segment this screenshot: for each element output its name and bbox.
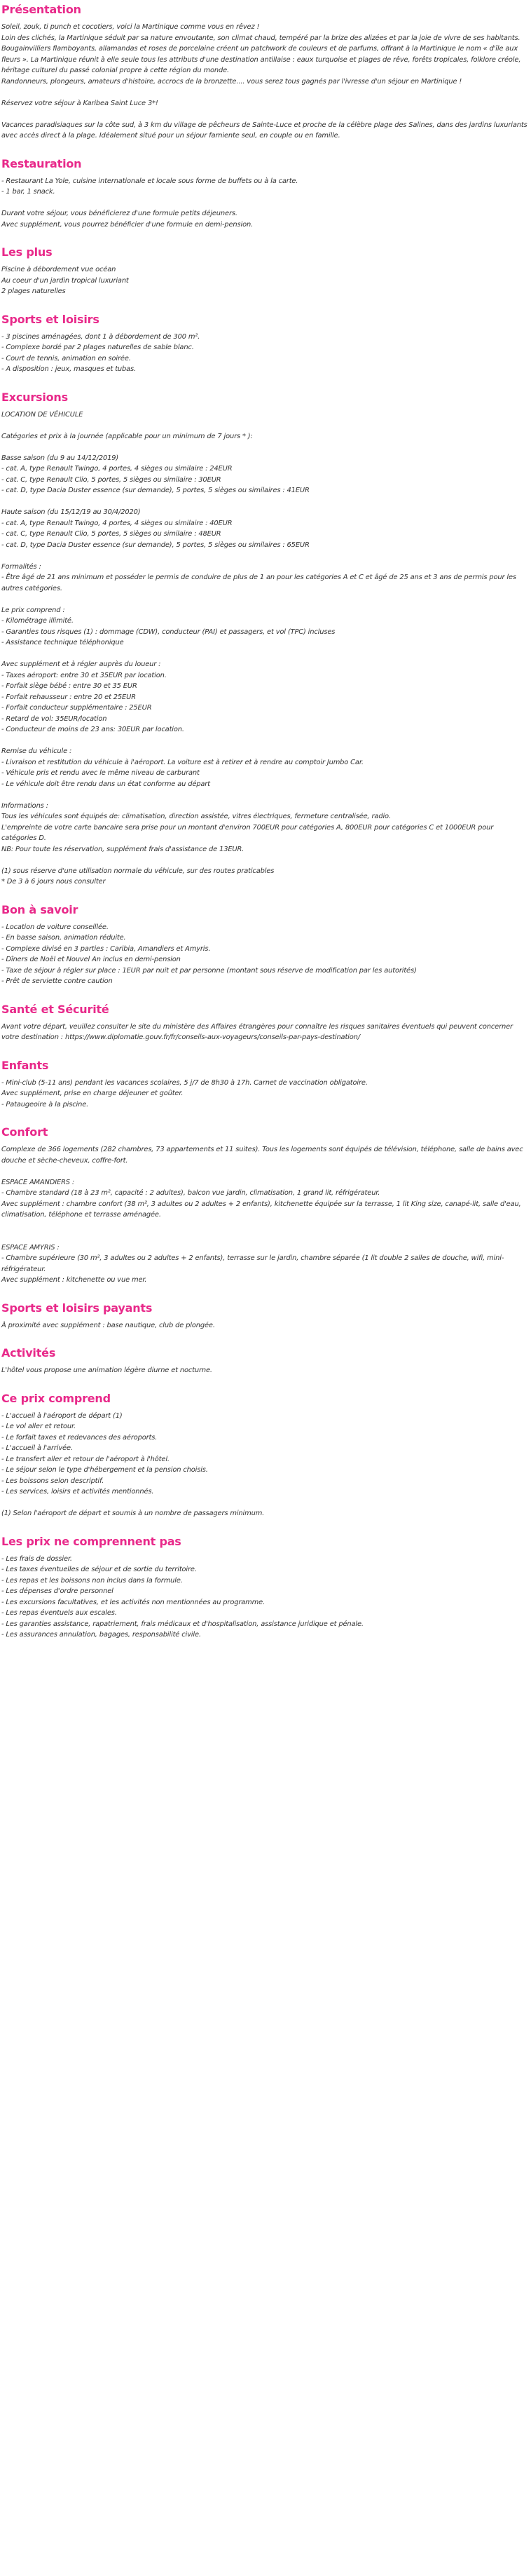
text-line: (1) Selon l'aéroport de départ et soumis à un nombre de passagers minimum.	[1, 1510, 265, 1517]
text-line: L'empreinte de votre carte bancaire sera prise pour un montant d'environ 700EUR pour catégories A, 800EUR pour catégories C et 1000EUR pour catégories D.	[1, 823, 496, 842]
text-line	[1, 420, 530, 431]
section-confort	[1, 1125, 530, 1286]
text-line: - Taxes aéroport: entre 30 et 35EUR par location.	[1, 671, 167, 679]
text-line: - Taxe de séjour à régler sur place : 1EUR par nuit et par personne (montant sous réserve de modification par les autorités)	[1, 966, 417, 975]
text-line	[1, 1231, 530, 1242]
section-excursions	[1, 391, 530, 888]
text-line	[1, 442, 530, 453]
text-line: - Location de voiture conseillée.	[1, 923, 109, 931]
text-line	[1, 1166, 530, 1177]
text-line	[1, 496, 530, 508]
text-line: - cat. C, type Renault Clio, 5 portes, 5 sièges ou similaire : 48EUR	[1, 530, 221, 538]
text-line: Avec supplément : kitchenette ou vue mer.	[1, 1276, 147, 1284]
text-line: Avant votre départ, veuillez consulter le site du ministère des Affaires étrangères pour connaître les risques sanitaires éventuels qui peuvent concerner votre destination : https://www.diplomatie.gouv.fr/fr/conseils-aux-voyageurs/conseils-par-pays-destination/	[1, 1022, 515, 1041]
text-line: - Assistance technique téléphonique	[1, 639, 124, 646]
section-title: Ce prix comprend	[1, 1391, 111, 1405]
text-line: - Restaurant La Yole, cuisine internationale et locale sous forme de buffets ou à la carte.	[1, 177, 298, 185]
section-sports-loisirs-payants	[1, 1301, 530, 1331]
text-line: - En basse saison, animation réduite.	[1, 934, 126, 942]
text-line: - Conducteur de moins de 23 ans: 30EUR par location.	[1, 726, 184, 733]
text-line: (1) sous réserve d'une utilisation normale du véhicule, sur des routes praticables	[1, 867, 275, 875]
text-line: Tous les véhicules sont équipés de: climatisation, direction assistée, vitres électriques, fermeture centralisée, radio.	[1, 813, 391, 820]
section-prix-ne-comprennent-pas	[1, 1535, 530, 1641]
section-body	[1, 1078, 530, 1111]
text-line	[1, 550, 530, 562]
text-line: - Complexe divisé en 3 parties : Caribia, Amandiers et Amyris.	[1, 944, 211, 953]
text-line: - cat. A, type Renault Twingo, 4 portes, 4 sièges ou similaire : 40EUR	[1, 519, 233, 527]
text-line: Basse saison (du 9 au 14/12/2019)	[1, 454, 119, 462]
section-title: Les plus	[1, 245, 53, 259]
section-body	[1, 176, 530, 231]
text-line: - Forfait conducteur supplémentaire : 25EUR	[1, 704, 152, 712]
text-line: - Véhicule pris et rendu avec le même niveau de carburant	[1, 769, 200, 777]
section-title: Activités	[1, 1346, 56, 1360]
section-les-plus	[1, 245, 530, 297]
text-line: NB: Pour toute les réservation, supplément frais d'assistance de 13EUR.	[1, 845, 244, 853]
text-line: Avec supplément et à régler auprès du loueur :	[1, 660, 161, 668]
text-line: ESPACE AMYRIS :	[1, 1243, 60, 1252]
section-body	[1, 1320, 530, 1331]
section-body	[1, 264, 530, 297]
text-line: - Forfait rehausseur : entre 20 et 25EUR	[1, 693, 136, 701]
section-body	[1, 1022, 530, 1043]
section-bon-a-savoir	[1, 903, 530, 987]
section-body	[1, 409, 530, 888]
text-line: Haute saison (du 15/12/19 au 30/4/2020)	[1, 508, 141, 516]
text-line: Le prix comprend :	[1, 606, 65, 614]
text-line	[1, 855, 530, 866]
text-line: - Chambre supérieure (30 m², 3 adultes ou 2 adultes + 2 enfants), terrasse sur le jardin, chambre séparée (1 lit double 2 salles de douche, wifi, mini-réfrigérateur.	[1, 1254, 504, 1273]
text-line: * De 3 à 6 jours nous consulter	[1, 878, 106, 886]
text-line: Avec supplément, vous pourrez bénéficier d'une formule en demi-pension.	[1, 220, 254, 229]
text-line: - Les repas éventuels aux escales.	[1, 1609, 117, 1617]
text-line: - Les taxes éventuelles de séjour et de sortie du territoire.	[1, 1566, 197, 1573]
text-line: - Les frais de dossier.	[1, 1554, 72, 1563]
text-line: Informations :	[1, 801, 48, 810]
text-line	[1, 109, 530, 120]
text-line: - Les garanties assistance, rapatriement, frais médicaux et d'hospitalisation, assistance juridique et pénale.	[1, 1620, 364, 1628]
text-line: LOCATION DE VÉHICULE	[1, 410, 83, 419]
text-line	[1, 87, 530, 98]
text-line: - Kilométrage illimité.	[1, 617, 74, 625]
section-body	[1, 1365, 530, 1376]
text-line	[1, 735, 530, 747]
section-title: Confort	[1, 1125, 48, 1139]
section-body	[1, 1554, 530, 1641]
text-line: Formalités :	[1, 562, 41, 571]
text-line: - Les dépenses d'ordre personnel	[1, 1587, 113, 1595]
section-title: Sports et loisirs	[1, 312, 99, 326]
text-line: - cat. D, type Dacia Duster essence (sur demande), 5 portes, 5 sièges ou similaires : 65EUR	[1, 541, 310, 549]
section-title: Enfants	[1, 1058, 49, 1072]
text-line: Avec supplément : chambre confort (38 m², 3 adultes ou 2 adultes + 2 enfants), kitchenette équipée sur la terrasse, 1 lit King size, canapé-lit, salle d'eau, climatisation, téléphone et terrasse aménagée.	[1, 1200, 523, 1219]
section-body	[1, 332, 530, 375]
text-line: - Le vol aller et retour.	[1, 1423, 76, 1430]
text-line	[1, 198, 530, 209]
text-line: - Le véhicule doit être rendu dans un état conforme au départ	[1, 780, 210, 788]
text-line: - Les assurances annulation, bagages, responsabilité civile.	[1, 1631, 201, 1639]
text-line: L'hôtel vous propose une animation légère diurne et nocturne.	[1, 1367, 212, 1374]
text-line: Piscine à débordement vue océan	[1, 266, 116, 273]
text-line: - Les excursions facultatives, et les activités non mentionnées au programme.	[1, 1598, 266, 1606]
text-line: - Dîners de Noël et Nouvel An inclus en demi-pension	[1, 956, 181, 963]
text-line: - cat. C, type Renault Clio, 5 portes, 5 sièges ou similaire : 30EUR	[1, 475, 221, 484]
text-line: - L'accueil à l'arrivée.	[1, 1444, 73, 1452]
section-title: Les prix ne comprennent pas	[1, 1534, 181, 1548]
section-title: Excursions	[1, 390, 68, 404]
section-enfants	[1, 1059, 530, 1111]
section-activites	[1, 1346, 530, 1376]
section-sante-securite	[1, 1003, 530, 1043]
text-line: Soleil, zouk, ti punch et cocotiers, voici la Martinique comme vous en rêvez !	[1, 23, 260, 31]
text-line: Au coeur d'un jardin tropical luxuriant	[1, 276, 129, 285]
text-line: - 3 piscines aménagées, dont 1 à débordement de 300 m².	[1, 332, 200, 341]
section-body	[1, 922, 530, 987]
text-line: - Le transfert aller et retour de l'aéroport à l'hôtel.	[1, 1455, 170, 1463]
text-line: - L'accueil à l'aéroport de départ (1)	[1, 1411, 123, 1420]
text-line: - Chambre standard (18 à 23 m², capacité : 2 adultes), balcon vue jardin, climatisation, 1 grand lit, réfrigérateur.	[1, 1189, 380, 1197]
text-line: - Court de tennis, animation en soirée.	[1, 354, 131, 362]
text-line: - A disposition : jeux, masques et tubas.	[1, 365, 137, 373]
text-line: - Livraison et restitution du véhicule à l'aéroport. La voiture est à retirer et à rendre au comptoir Jumbo Car.	[1, 758, 364, 766]
text-line: - Les boissons selon descriptif.	[1, 1477, 104, 1485]
text-line: Catégories et prix à la journée (applicable pour un minimum de 7 jours * ):	[1, 432, 253, 440]
text-line: Avec supplément, prise en charge déjeuner et goûter.	[1, 1090, 184, 1097]
text-line: - cat. A, type Renault Twingo, 4 portes, 4 sièges ou similaire : 24EUR	[1, 465, 233, 473]
text-line: - Prêt de serviette contre caution	[1, 977, 113, 985]
text-line: - Garanties tous risques (1) : dommage (CDW), conducteur (PAI) et passagers, et vol (TPC) incluses	[1, 628, 336, 636]
text-line: Remise du véhicule :	[1, 747, 72, 755]
text-line: - Les repas et les boissons non inclus dans la formule.	[1, 1576, 183, 1585]
text-line	[1, 1498, 530, 1509]
section-prix-comprend	[1, 1392, 530, 1519]
text-line: Réservez votre séjour à Karibea Saint Luce 3*!	[1, 99, 158, 107]
text-line: Durant votre séjour, vous bénéficierez d'une formule petits déjeuners.	[1, 210, 237, 217]
section-title: Restauration	[1, 156, 82, 170]
section-restauration	[1, 157, 530, 231]
section-presentation	[1, 3, 530, 142]
text-line: Loin des clichés, la Martinique séduit par sa nature envoutante, son climat chaud, tempéré par la brize des alizées et par la joie de vivre de ses habitants. Bougainvilliers flamboyants, allamandas et roses de porcelaine créent un patchwork de couleurs et de parfums, offrant à la Martinique le nom « d'île aux fleurs ». La Martinique réunit à elle seule tous les attributs d'une destination antillaise : eaux turquoise et plages de rêve, forêts tropicales, folklore créole, héritage culturel du passé colonial propre à cette région du monde.	[1, 34, 523, 74]
text-line: - 1 bar, 1 snack.	[1, 188, 55, 196]
text-line: Randonneurs, plongeurs, amateurs d'histoire, accrocs de la bronzette.... vous serez tous gagnés par l'ivresse d'un séjour en Martinique !	[1, 77, 462, 86]
text-line: À proximité avec supplément : base nautique, club de plongée.	[1, 1321, 215, 1329]
text-line: - Mini-club (5-11 ans) pendant les vacances scolaires, 5 j/7 de 8h30 à 17h. Carnet de vaccination obligatoire.	[1, 1078, 368, 1087]
section-title: Bon à savoir	[1, 902, 78, 916]
text-line: - Forfait siège bébé : entre 30 et 35 EUR	[1, 682, 137, 690]
text-line: - Retard de vol: 35EUR/location	[1, 714, 107, 723]
section-body	[1, 22, 530, 142]
text-line	[1, 789, 530, 801]
text-line	[1, 649, 530, 660]
text-line: ESPACE AMANDIERS :	[1, 1178, 75, 1186]
section-title: Sports et loisirs payants	[1, 1301, 153, 1315]
text-line: - Les services, loisirs et activités mentionnés.	[1, 1488, 154, 1496]
text-line: 2 plages naturelles	[1, 287, 66, 295]
text-line	[1, 1221, 530, 1232]
section-title: Santé et Sécurité	[1, 1002, 109, 1016]
section-body	[1, 1144, 530, 1286]
section-body	[1, 1411, 530, 1519]
text-line: Vacances paradisiaques sur la côte sud, à 3 km du village de pêcheurs de Sainte-Luce et proche de la célèbre plage des Salines, dans des jardins luxuriants avec accès direct à la plage. Idéalement situé pour un séjour farniente seul, en couple ou en famille.	[1, 121, 530, 140]
text-line: - Le forfait taxes et redevances des aéroports.	[1, 1433, 158, 1442]
text-line: - Complexe bordé par 2 plages naturelles de sable blanc.	[1, 344, 194, 351]
text-line	[1, 594, 530, 605]
text-line: - Pataugeoire à la piscine.	[1, 1100, 89, 1109]
text-line: Complexe de 366 logements (282 chambres, 73 appartements et 11 suites). Tous les logements sont équipés de télévision, téléphone, salle de bains avec douche et sèche-cheveux, coffre-fort.	[1, 1146, 525, 1165]
text-line: - Être âgé de 21 ans minimum et posséder le permis de conduire de plus de 1 an pour les catégories A et C et âgé de 25 ans et 3 ans de permis pour les autres catégories.	[1, 574, 518, 592]
section-sports-loisirs	[1, 313, 530, 375]
section-title: Présentation	[1, 3, 81, 16]
text-line: - Le séjour selon le type d'hébergement et la pension choisis.	[1, 1466, 208, 1474]
text-line: - cat. D, type Dacia Duster essence (sur demande), 5 portes, 5 sièges ou similaires : 41EUR	[1, 487, 310, 494]
